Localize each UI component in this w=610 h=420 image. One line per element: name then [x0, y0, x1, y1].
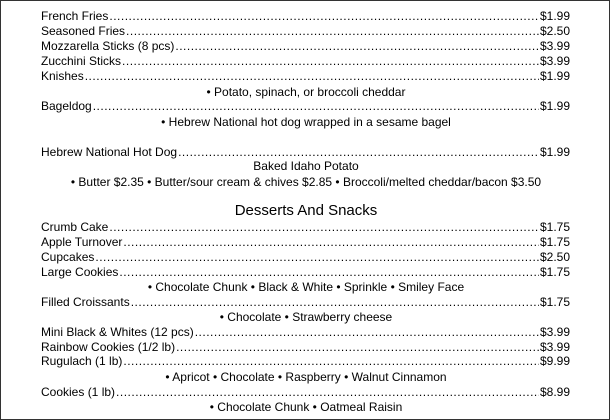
dot-leader [178, 145, 539, 160]
item-name: Knishes [41, 69, 84, 83]
item-price: $1.99 [539, 9, 570, 23]
menu-item-rainbow-cookies [41, 340, 570, 355]
item-name: Hebrew National Hot Dog [41, 145, 178, 159]
knishes-note: • Potato, spinach, or broccoli cheddar [206, 85, 406, 99]
dot-leader [109, 9, 539, 24]
dot-leader [119, 265, 539, 280]
menu-item-mozzarella-sticks [41, 39, 570, 54]
dot-leader [122, 54, 539, 69]
item-name: Mozzarella Sticks (8 pcs) [41, 39, 175, 53]
dot-leader [123, 354, 539, 369]
menu-item-rugulach [41, 354, 570, 369]
dot-leader [131, 295, 539, 310]
item-price: $3.99 [539, 325, 570, 339]
item-name: Rugulach (1 lb) [41, 354, 123, 368]
dot-leader [109, 220, 539, 235]
dot-leader [85, 69, 539, 84]
menu-item-large-cookies [41, 265, 570, 280]
menu-item-cookies-lb [41, 385, 570, 400]
potato-options: • Butter $2.35 • Butter/sour cream & chives $2.85 • Broccoli/melted cheddar/bacon $3.50 [70, 175, 542, 189]
dot-leader [126, 24, 539, 39]
item-price: $1.75 [539, 235, 570, 249]
item-name: Crumb Cake [41, 220, 109, 234]
menu-item-seasoned-fries [41, 24, 570, 39]
item-name: Seasoned Fries [41, 24, 126, 38]
menu-item-knishes [41, 69, 570, 84]
bageldog-note: • Hebrew National hot dog wrapped in a sesame bagel [161, 115, 451, 129]
dot-leader [93, 99, 539, 114]
dot-leader [95, 250, 539, 265]
menu-item-crumb-cake [41, 220, 570, 235]
item-name: Filled Croissants [41, 295, 130, 309]
menu-item-zucchini-sticks [41, 54, 570, 69]
item-name: Cookies (1 lb) [41, 385, 116, 399]
menu-item-mini-black-whites [41, 325, 570, 340]
item-name: Large Cookies [41, 265, 119, 279]
item-price: $3.99 [539, 340, 570, 354]
dot-leader [176, 340, 539, 355]
item-price: $1.75 [539, 265, 570, 279]
item-name: Apple Turnover [41, 235, 123, 249]
croissants-note: • Chocolate • Strawberry cheese [219, 310, 393, 324]
menu-item-cupcakes [41, 250, 570, 265]
dot-leader [123, 235, 539, 250]
dot-leader [195, 325, 539, 340]
menu-item-filled-croissants [41, 295, 570, 310]
cookies-lb-note: • Chocolate Chunk • Oatmeal Raisin [209, 400, 403, 414]
item-price: $2.50 [539, 250, 570, 264]
potato-title: Baked Idaho Potato [253, 159, 359, 173]
item-name: Bageldog [41, 99, 92, 113]
dot-leader [175, 39, 539, 54]
section-title-desserts: Desserts And Snacks [234, 202, 378, 219]
item-price: $9.99 [539, 354, 570, 368]
item-name: Zucchini Sticks [41, 54, 122, 68]
item-price: $1.99 [539, 145, 570, 159]
item-price: $1.75 [539, 220, 570, 234]
item-price: $1.99 [539, 99, 570, 113]
item-name: French Fries [41, 9, 109, 23]
item-name: Mini Black & Whites (12 pcs) [41, 325, 194, 339]
item-price: $1.99 [539, 69, 570, 83]
item-price: $1.75 [539, 295, 570, 309]
large-cookies-note: • Chocolate Chunk • Black & White • Sprinkle • Smiley Face [147, 280, 465, 294]
item-price: $8.99 [539, 385, 570, 399]
dot-leader [116, 385, 539, 400]
menu-item-hebrew-national-hot-dog [41, 145, 570, 160]
menu-item-bageldog [41, 99, 570, 114]
item-name: Cupcakes [41, 250, 95, 264]
item-price: $3.99 [539, 39, 570, 53]
rugulach-note: • Apricot • Chocolate • Raspberry • Walnut Cinnamon [165, 370, 447, 384]
item-price: $2.50 [539, 24, 570, 38]
item-price: $3.99 [539, 54, 570, 68]
menu-item-french-fries [41, 9, 570, 24]
menu-item-apple-turnover [41, 235, 570, 250]
item-name: Rainbow Cookies (1/2 lb) [41, 340, 176, 354]
